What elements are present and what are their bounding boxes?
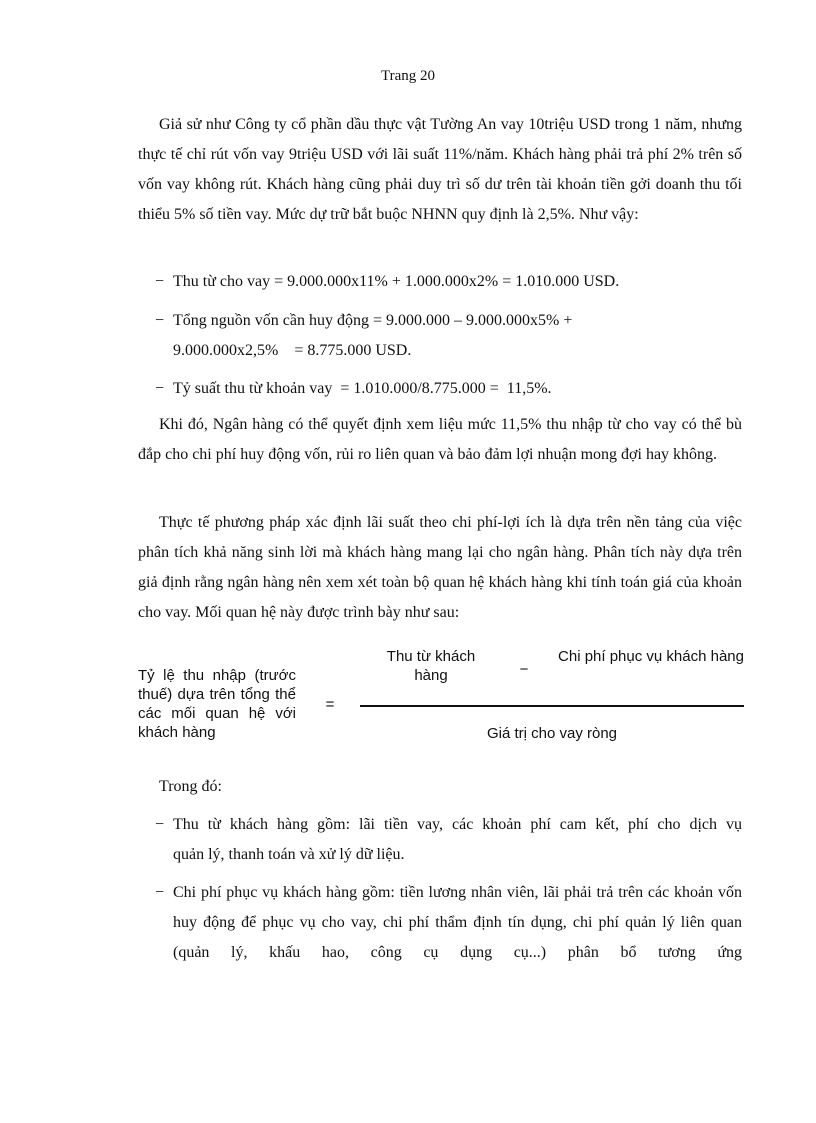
formula-numerator-left: Thu từ khách hàng <box>386 648 476 684</box>
calc-item-revenue <box>155 267 742 297</box>
paragraph-conclusion: Khi đó, Ngân hàng có thể quyết định xem liệu mức 11,5% thu nhập từ cho vay có thể bù đắp cho chi phí huy động vốn, rủi ro liên quan và bảo đảm lợi nhuận mong đợi hay không. <box>138 416 742 463</box>
capital-minus: – <box>454 312 463 329</box>
fraction-bar <box>360 705 744 707</box>
capital-value-2: 9.000.000x5% <box>466 312 560 329</box>
capital-value-1: 9.000.000 <box>386 312 451 329</box>
capital-equals: = <box>372 312 383 329</box>
dash-icon: − <box>155 884 165 901</box>
dash-icon: − <box>155 816 165 833</box>
formula-equals: = <box>325 696 335 713</box>
calc-item-yield <box>155 374 742 404</box>
dash-icon: − <box>155 273 165 290</box>
definition-revenue-line2: quản lý, thanh toán và xử lý dữ liệu. <box>173 846 405 863</box>
page-number: Trang 20 <box>380 68 436 84</box>
dash-icon: − <box>155 380 165 397</box>
capital-label: Tổng nguồn vốn cần huy động <box>173 312 369 329</box>
formula-minus: − <box>519 661 529 678</box>
dash-icon: − <box>155 312 165 329</box>
calc-item-revenue-text: Thu từ cho vay = 9.000.000x11% + 1.000.000x2% = 1.010.000 USD. <box>173 273 620 290</box>
formula-lhs: Tỷ lệ thu nhập (trước thuế) dựa trên tổng thể các mối quan hệ với khách hàng <box>138 667 296 741</box>
calc-item-capital-line2: 9.000.000x2,5% = 8.775.000 USD. <box>173 342 412 359</box>
where-label: Trong đó: <box>159 778 222 795</box>
definition-revenue-line1: Thu từ khách hàng gồm: lãi tiền vay, các khoản phí cam kết, phí cho dịch vụ <box>173 816 742 833</box>
paragraph-example: Giả sử như Công ty cổ phần dầu thực vật Tường An vay 10triệu USD trong 1 năm, nhưng thực tế chỉ rút vốn vay 9triệu USD với lãi suất 11%/năm. Khách hàng phải trả phí 2% trên số vốn vay không rút. Khách hàng cũng phải duy trì số dư trên tài khoản tiền gởi doanh thu tối thiểu 5% số tiền vay. Mức dự trữ bắt buộc NHNN quy định là 2,5%. Như vậy: <box>138 116 742 223</box>
calc-item-yield-text: Tỷ suất thu từ khoản vay = 1.010.000/8.775.000 = 11,5%. <box>173 380 552 397</box>
definition-revenue <box>155 810 742 870</box>
paragraph-method: Thực tế phương pháp xác định lãi suất theo chi phí-lợi ích là dựa trên nền tảng của việc phân tích khả năng sinh lời mà khách hàng mang lại cho ngân hàng. Phân tích này dựa trên giả định rằng ngân hàng nên xem xét toàn bộ quan hệ khách hàng khi tính toán giá của khoản cho vay. Mối quan hệ này được trình bày như sau: <box>138 514 742 621</box>
definition-cost <box>155 878 742 968</box>
calc-item-capital <box>155 306 742 366</box>
formula-denominator: Giá trị cho vay ròng <box>486 725 618 742</box>
definition-cost-text: Chi phí phục vụ khách hàng gồm: tiền lương nhân viên, lãi phải trả trên các khoản vốn huy động để phục vụ cho vay, chi phí thẩm định tín dụng, chi phí quản lý liên quan (quản lý, khấu hao, công cụ dụng cụ...) phân bổ tương ứng <box>173 884 742 961</box>
capital-plus: + <box>563 312 573 329</box>
formula-numerator-right: Chi phí phục vụ khách hàng <box>558 648 744 665</box>
calc-item-capital-line1 <box>155 306 742 336</box>
